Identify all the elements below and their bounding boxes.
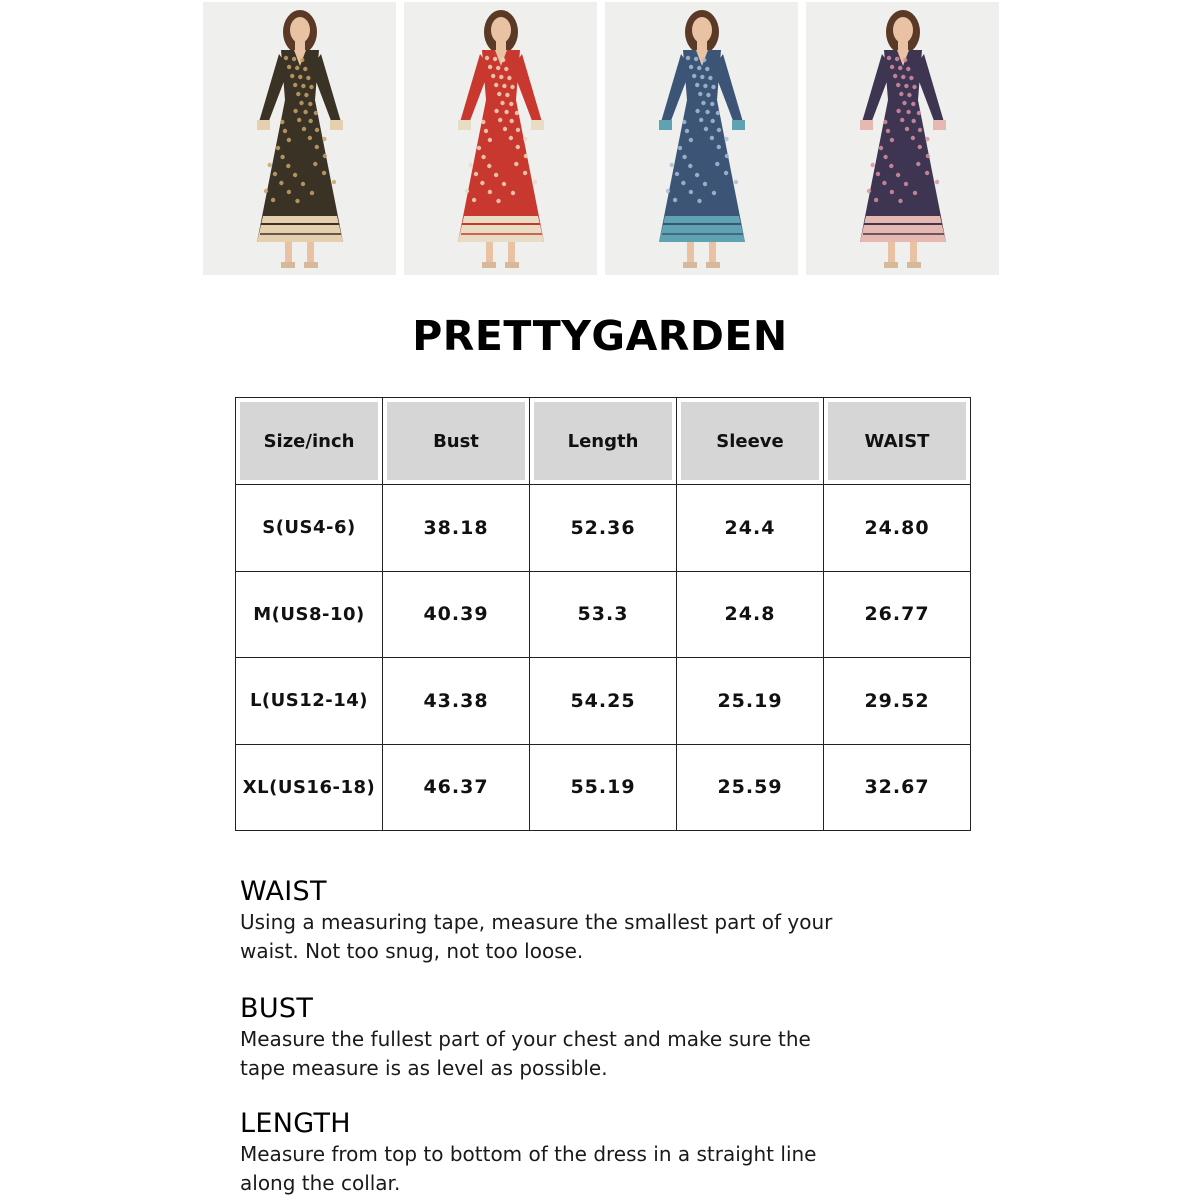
- size-cell: S(US4-6): [236, 485, 383, 572]
- waist-cell: 29.52: [824, 658, 971, 745]
- size-chart-table: [235, 397, 971, 831]
- waist-cell: 24.80: [824, 485, 971, 572]
- table-row: [236, 485, 971, 572]
- dress-model-illustration: [203, 2, 396, 275]
- guide-waist: [240, 876, 860, 966]
- sleeve-cell: 24.4: [677, 485, 824, 572]
- column-header-waist: WAIST: [824, 398, 971, 485]
- product-photo-navy: [605, 2, 798, 275]
- size-cell: M(US8-10): [236, 571, 383, 658]
- product-photos: [203, 2, 999, 275]
- sleeve-cell: 25.59: [677, 744, 824, 831]
- bust-cell: 38.18: [383, 485, 530, 572]
- dress-model-illustration: [404, 2, 597, 275]
- product-photo-red: [404, 2, 597, 275]
- guide-length: [240, 1108, 860, 1198]
- product-photo-black: [203, 2, 396, 275]
- table-row: [236, 744, 971, 831]
- waist-cell: 32.67: [824, 744, 971, 831]
- length-cell: 52.36: [530, 485, 677, 572]
- waist-cell: 26.77: [824, 571, 971, 658]
- guide-length-title: LENGTH: [240, 1108, 351, 1139]
- length-cell: 55.19: [530, 744, 677, 831]
- table-row: [236, 571, 971, 658]
- length-cell: 53.3: [530, 571, 677, 658]
- brand-title: PRETTYGARDEN: [412, 312, 788, 360]
- sleeve-cell: 24.8: [677, 571, 824, 658]
- guide-bust-text: Measure the fullest part of your chest and make sure the tape measure is as level as possible.: [240, 1027, 811, 1080]
- bust-cell: 40.39: [383, 571, 530, 658]
- sleeve-cell: 25.19: [677, 658, 824, 745]
- dress-model-illustration: [806, 2, 999, 275]
- dress-model-illustration: [605, 2, 798, 275]
- guide-waist-text: Using a measuring tape, measure the smallest part of your waist. Not too snug, not too loose.: [240, 910, 833, 963]
- guide-waist-title: WAIST: [240, 876, 327, 907]
- size-chart-header-row: [236, 398, 971, 485]
- bust-cell: 46.37: [383, 744, 530, 831]
- guide-length-text: Measure from top to bottom of the dress in a straight line along the collar.: [240, 1142, 817, 1195]
- size-cell: XL(US16-18): [236, 744, 383, 831]
- bust-cell: 43.38: [383, 658, 530, 745]
- length-cell: 54.25: [530, 658, 677, 745]
- column-header-bust: Bust: [383, 398, 530, 485]
- guide-bust: [240, 993, 860, 1083]
- column-header-size: Size/inch: [236, 398, 383, 485]
- column-header-length: Length: [530, 398, 677, 485]
- guide-bust-title: BUST: [240, 993, 314, 1024]
- table-row: [236, 658, 971, 745]
- column-header-sleeve: Sleeve: [677, 398, 824, 485]
- size-cell: L(US12-14): [236, 658, 383, 745]
- product-photo-purple: [806, 2, 999, 275]
